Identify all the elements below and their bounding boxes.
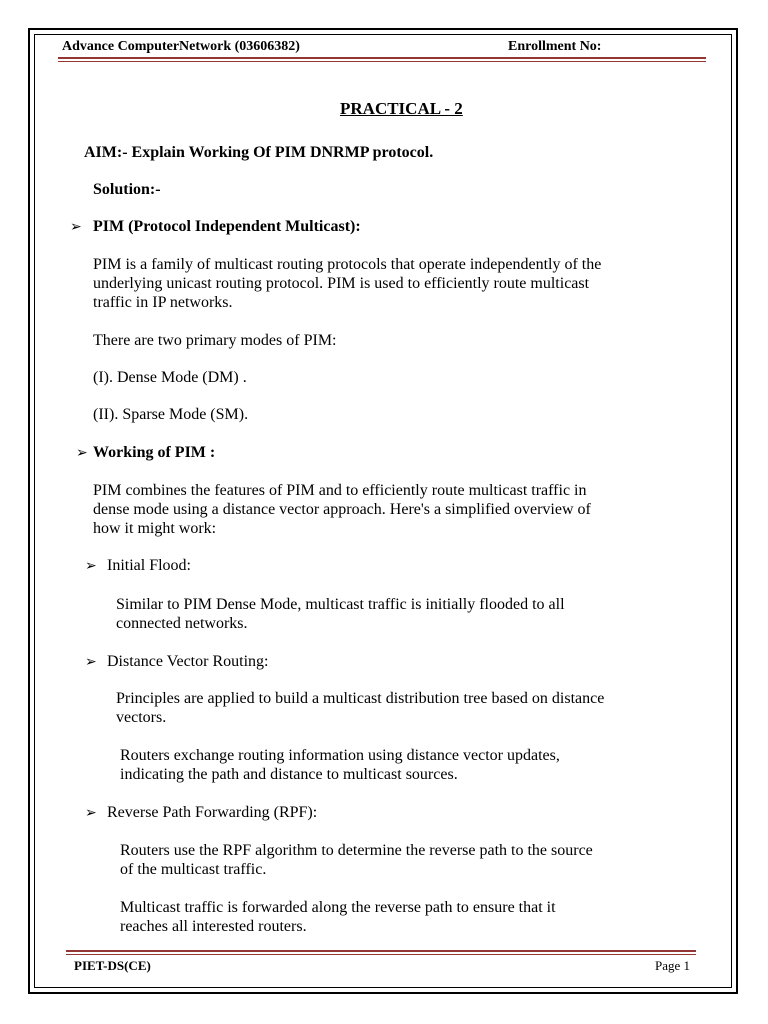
aim-heading: AIM:- Explain Working Of PIM DNRMP protocol. [84,144,434,161]
header-enrollment: Enrollment No: [508,39,602,54]
page-title: PRACTICAL - 2 [340,99,463,118]
text-line: Routers use the RPF algorithm to determine the reverse path to the source [120,842,593,859]
item-initial-flood-text [116,595,659,633]
text-line: Routers exchange routing information using distance vector updates, [120,747,560,764]
bullet-icon: ➢ [85,655,97,670]
pim-mode-sparse: (II). Sparse Mode (SM). [93,406,249,423]
bullet-icon: ➢ [85,806,97,821]
header-rule [58,57,706,59]
text-line: Principles are applied to build a multicast distribution tree based on distance [116,690,605,707]
footer-institute: PIET-DS(CE) [74,958,151,973]
text-line: indicating the path and distance to multicast sources. [120,766,458,783]
pim-description-line: PIM is a family of multicast routing protocols that operate independently of the [93,256,602,273]
footer-page-number: Page 1 [655,958,691,973]
text-line: connected networks. [116,615,248,632]
working-intro-line: PIM combines the features of PIM and to efficiently route multicast traffic in [93,482,587,499]
item-rpf-title: Reverse Path Forwarding (RPF): [107,804,318,821]
section-pim-heading: PIM (Protocol Independent Multicast): [93,218,361,235]
working-intro-line: dense mode using a distance vector approach. Here's a simplified overview of [93,501,591,518]
working-intro-line: how it might work: [93,520,217,537]
item-distance-vector-title: Distance Vector Routing: [107,653,269,670]
bullet-icon: ➢ [85,559,97,574]
text-line: Similar to PIM Dense Mode, multicast traffic is initially flooded to all [116,596,565,613]
item-rpf-text-1 [120,841,659,879]
pim-mode-dense: (I). Dense Mode (DM) . [93,369,247,386]
text-line: reaches all interested routers. [120,918,307,935]
text-line: of the multicast traffic. [120,861,267,878]
pim-description [93,255,659,312]
text-line: vectors. [116,709,167,726]
footer-rule-thin [66,954,696,955]
bullet-icon: ➢ [76,446,88,461]
footer-rule [66,950,696,952]
working-intro [93,481,659,538]
item-distance-vector-text-2 [120,746,659,784]
section-working-heading: Working of PIM : [93,444,216,461]
header-course: Advance ComputerNetwork (03606382) [62,39,300,54]
pim-modes-intro: There are two primary modes of PIM: [93,332,337,349]
pim-description-line: underlying unicast routing protocol. PIM is used to efficiently route multicast [93,275,590,292]
solution-label: Solution:- [93,181,161,198]
pim-description-line: traffic in IP networks. [93,294,233,311]
item-initial-flood-title: Initial Flood: [107,557,191,574]
header-rule-thin [58,61,706,62]
bullet-icon: ➢ [70,220,82,235]
text-line: Multicast traffic is forwarded along the reverse path to ensure that it [120,899,556,916]
item-rpf-text-2 [120,898,659,936]
item-distance-vector-text-1 [116,689,659,727]
